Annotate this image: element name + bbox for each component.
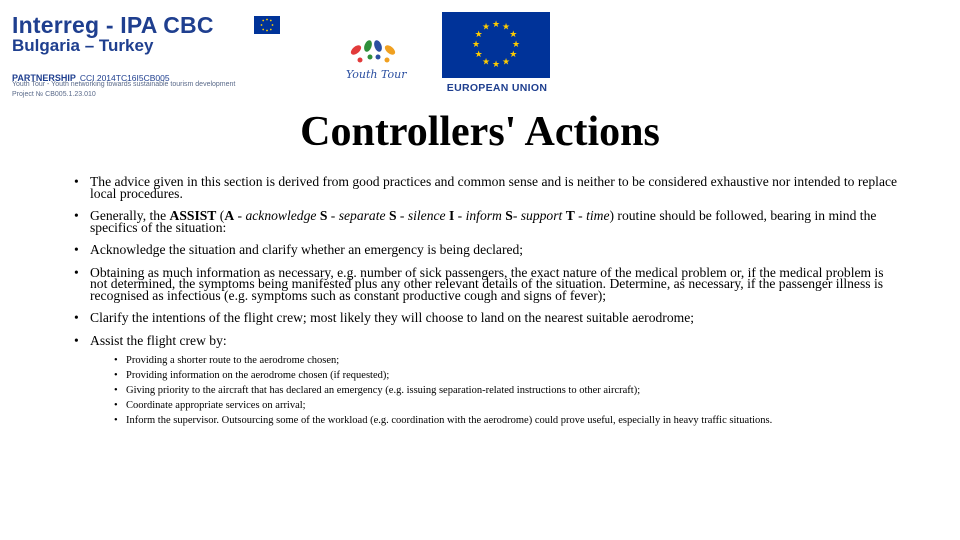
- interreg-subtitle: Bulgaria – Turkey: [12, 36, 154, 55]
- letter-i: I: [448, 208, 455, 223]
- svg-text:★: ★: [509, 30, 518, 40]
- sub-bullet-supervisor: • Inform the supervisor. Outsourcing some of the workload (e.g. coordination with the aerodrome) could prove useful, especially in heavy traffic situations.: [114, 416, 904, 427]
- small-eu-flag-icon: [254, 16, 280, 34]
- interreg-logo: [12, 12, 312, 122]
- bullet-assist-crew: [74, 332, 904, 427]
- eu-label: EUROPEAN UNION: [446, 82, 548, 94]
- svg-text:★: ★: [474, 30, 483, 40]
- svg-text:★: ★: [501, 22, 511, 33]
- assist-crew-label: Assist the flight crew by:: [90, 332, 227, 348]
- youth-tour-text: Youth Tour: [346, 68, 407, 81]
- interreg-title: Interreg - IPA CBC: [12, 12, 214, 38]
- svg-text:★: ★: [471, 40, 481, 50]
- letter-a: A: [224, 208, 235, 223]
- bullet-assist-routine: [74, 210, 904, 233]
- sub-bullet-list: [114, 356, 904, 427]
- youth-figures-icon: [344, 40, 406, 70]
- letter-s2: S: [388, 208, 397, 223]
- youth-tour-logo: [344, 40, 406, 90]
- bullet-obtain-info: • Obtaining as much information as necessary, e.g. number of sick passengers, the exact nature of the medical problem or, if the medical problem is not determined, the symptoms being manifested plus any other relevant details of the situation. Determine, as necessary, if the passenger illness is recognised as infectious (e.g. symptoms such as constant productive cough and signs of fever);: [74, 267, 904, 302]
- partnership-label: PARTNERSHIP: [12, 73, 76, 83]
- slide-title: Controllers' Actions: [300, 109, 660, 155]
- svg-text:★: ★: [491, 20, 501, 30]
- sub-bullet-route: • Providing a shorter route to the aerodrome chosen;: [114, 356, 904, 367]
- letter-s1: S: [319, 208, 328, 223]
- svg-text:★: ★: [491, 60, 501, 70]
- svg-text:★: ★: [509, 50, 518, 60]
- assist-acronym: ASSIST: [169, 208, 217, 223]
- project-number: Project № CB005.1.23.010: [12, 91, 96, 98]
- inform-text: - inform: [454, 208, 506, 223]
- bullet-advice: • The advice given in this section is derived from good practices and common sense and is neither to be considered exhaustive nor intended to replace local procedures.: [74, 176, 904, 199]
- eu-logo: [442, 12, 552, 94]
- svg-text:★: ★: [481, 57, 491, 68]
- assist-open: (: [216, 208, 225, 223]
- assist-post: ) routine should be followed, bearing in mind the specifics of the situation:: [90, 208, 877, 235]
- svg-text:★: ★: [474, 50, 483, 60]
- assist-pre: Generally, the: [90, 208, 170, 223]
- time-text: - time: [574, 208, 610, 223]
- bullet-clarify: • Clarify the intentions of the flight crew; most likely they will choose to land on the nearest suitable aerodrome;: [74, 312, 904, 324]
- program-code: CCI 2014TC16I5CB005: [79, 73, 170, 83]
- letter-s3: S: [505, 208, 513, 223]
- svg-text:★: ★: [501, 57, 511, 68]
- sub-bullet-information: • Providing information on the aerodrome chosen (if requested);: [114, 371, 904, 382]
- project-line: Youth Tour - Youth networking towards sustainable tourism development: [12, 81, 236, 88]
- silence-text: - silence: [396, 208, 449, 223]
- letter-t: T: [565, 208, 575, 223]
- bullet-acknowledge: • Acknowledge the situation and clarify whether an emergency is being declared;: [74, 244, 904, 256]
- separate-text: - separate: [327, 208, 389, 223]
- eu-flag-icon: [442, 12, 550, 78]
- support-text: - support: [512, 208, 566, 223]
- svg-text:★: ★: [511, 40, 521, 50]
- svg-text:★: ★: [481, 22, 491, 33]
- sub-bullet-services: • Coordinate appropriate services on arrival;: [114, 401, 904, 412]
- sub-bullet-priority: • Giving priority to the aircraft that has declared an emergency (e.g. issuing separation-related instructions to other aircraft);: [114, 386, 904, 397]
- bullet-list: [74, 176, 904, 438]
- acknowledge-text: - acknowledge: [234, 208, 320, 223]
